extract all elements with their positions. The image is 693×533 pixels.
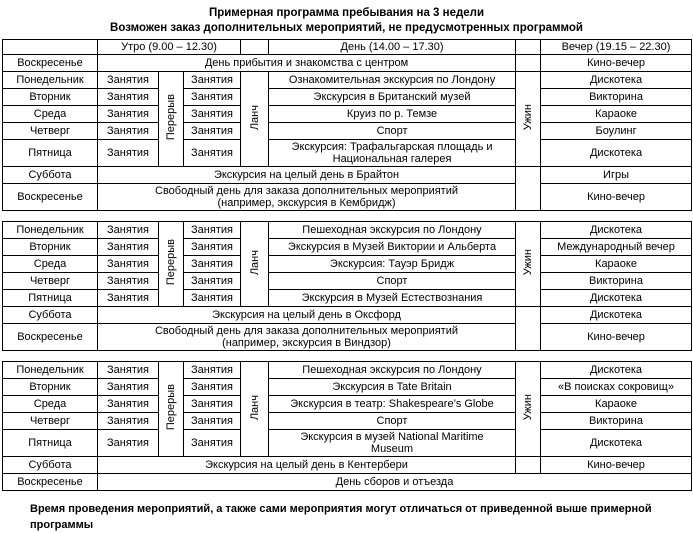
dinner-cell	[516, 72, 541, 167]
day-cell: Вторник	[3, 379, 98, 396]
evening-cell: Викторина	[541, 273, 692, 290]
table-row	[3, 55, 692, 72]
evening-cell: Дискотека	[541, 290, 692, 307]
activity-cell: Круиз по р. Темзе	[269, 106, 516, 123]
day-cell: Пятница	[3, 290, 98, 307]
lessons-cell: Занятия	[184, 123, 241, 140]
dinner-label: Ужин	[522, 394, 534, 421]
day-cell: Четверг	[3, 123, 98, 140]
evening-cell: Караоке	[541, 396, 692, 413]
evening-cell: Кино-вечер	[541, 184, 692, 211]
activity-cell: День сборов и отъезда	[98, 474, 692, 491]
lessons-cell: Занятия	[184, 222, 241, 239]
table-row	[3, 474, 692, 491]
evening-cell: Караоке	[541, 106, 692, 123]
dinner-cell	[516, 222, 541, 307]
disclaimer-note: Время проведения мероприятий, а также сами мероприятия могут отличаться от приведенной выше примерной программы	[30, 503, 652, 531]
activity-cell: День прибытия и знакомства с центром	[98, 55, 516, 72]
activity-cell: Экскурсия на целый день в Брайтон	[98, 167, 516, 184]
table-row	[3, 273, 692, 290]
lunch-cell	[241, 362, 269, 457]
day-cell: Среда	[3, 106, 98, 123]
lessons-cell: Занятия	[98, 72, 159, 89]
evening-cell: Кино-вечер	[541, 457, 692, 474]
activity-cell: Экскурсия на целый день в Оксфорд	[98, 307, 516, 324]
evening-cell: Дискотека	[541, 72, 692, 89]
activity-cell: Экскурсия в Tate Britain	[269, 379, 516, 396]
lunch-cell	[241, 72, 269, 167]
table-row	[3, 430, 692, 457]
table-row	[3, 256, 692, 273]
dinner-cell	[516, 362, 541, 457]
lessons-cell: Занятия	[184, 379, 241, 396]
table-row	[3, 167, 692, 184]
evening-cell: Викторина	[541, 413, 692, 430]
activity-cell: Ознакомительная экскурсия по Лондону	[269, 72, 516, 89]
header-morning: Утро (9.00 – 12.30)	[98, 40, 241, 55]
evening-cell: Международный вечер	[541, 239, 692, 256]
activity-cell: Пешеходная экскурсия по Лондону	[269, 222, 516, 239]
day-cell: Воскресенье	[3, 324, 98, 351]
evening-cell: Игры	[541, 167, 692, 184]
lessons-cell: Занятия	[98, 239, 159, 256]
table-row	[3, 89, 692, 106]
evening-cell: «В поисках сокровищ»	[541, 379, 692, 396]
lunch-cell	[241, 222, 269, 307]
break-label: Перерыв	[165, 94, 177, 141]
lunch-label: Ланч	[248, 104, 261, 131]
header-evening: Вечер (19.15 – 22.30)	[541, 40, 692, 55]
evening-cell: Викторина	[541, 89, 692, 106]
lessons-cell: Занятия	[98, 89, 159, 106]
lessons-cell: Занятия	[184, 256, 241, 273]
table-row	[3, 396, 692, 413]
evening-cell: Дискотека	[541, 307, 692, 324]
break-label: Перерыв	[165, 384, 177, 431]
lessons-cell: Занятия	[184, 290, 241, 307]
lessons-cell: Занятия	[98, 413, 159, 430]
week-2-table	[2, 221, 692, 351]
lessons-cell: Занятия	[184, 413, 241, 430]
activity-cell: Спорт	[269, 123, 516, 140]
table-row	[3, 140, 692, 167]
activity-cell: Экскурсия в театр: Shakespeare’s Globe	[269, 396, 516, 413]
dinner-col-spacer	[516, 167, 541, 211]
evening-cell: Боулинг	[541, 123, 692, 140]
lessons-cell: Занятия	[98, 362, 159, 379]
table-row	[3, 307, 692, 324]
day-cell: Суббота	[3, 167, 98, 184]
break-cell	[159, 362, 184, 457]
evening-cell: Дискотека	[541, 430, 692, 457]
table-row	[3, 413, 692, 430]
dinner-label: Ужин	[522, 249, 534, 276]
lessons-cell: Занятия	[98, 140, 159, 167]
break-cell	[159, 72, 184, 167]
table-row	[3, 123, 692, 140]
lessons-cell: Занятия	[98, 123, 159, 140]
lessons-cell: Занятия	[184, 140, 241, 167]
day-cell: Суббота	[3, 307, 98, 324]
table-row	[3, 457, 692, 474]
lessons-cell: Занятия	[184, 89, 241, 106]
table-row	[3, 362, 692, 379]
day-cell: Понедельник	[3, 222, 98, 239]
table-row	[3, 106, 692, 123]
lessons-cell: Занятия	[98, 379, 159, 396]
evening-cell: Караоке	[541, 256, 692, 273]
lessons-cell: Занятия	[184, 239, 241, 256]
evening-cell: Дискотека	[541, 140, 692, 167]
activity-cell: Свободный день для заказа дополнительных мероприятий (например, экскурсия в Виндзор)	[98, 324, 516, 351]
day-cell: Пятница	[3, 430, 98, 457]
week-1-table	[2, 39, 692, 211]
activity-cell: Свободный день для заказа дополнительных мероприятий (например, экскурсия в Кембридж)	[98, 184, 516, 211]
lessons-cell: Занятия	[184, 273, 241, 290]
activity-cell: Экскурсия: Трафальгарская площадь и Национальная галерея	[269, 140, 516, 167]
evening-cell: Кино-вечер	[541, 324, 692, 351]
day-cell: Воскресенье	[3, 184, 98, 211]
lunch-label: Ланч	[248, 249, 261, 276]
header-lunch-spacer	[241, 40, 269, 55]
break-label: Перерыв	[165, 239, 177, 286]
lessons-cell: Занятия	[98, 106, 159, 123]
header-dinner-spacer	[516, 40, 541, 55]
day-cell: Воскресенье	[3, 55, 98, 72]
lunch-label: Ланч	[248, 394, 261, 421]
activity-cell: Спорт	[269, 413, 516, 430]
activity-cell: Экскурсия: Тауэр Бридж	[269, 256, 516, 273]
lessons-cell: Занятия	[184, 106, 241, 123]
lessons-cell: Занятия	[184, 362, 241, 379]
header-day: День (14.00 – 17.30)	[269, 40, 516, 55]
day-cell: Четверг	[3, 273, 98, 290]
evening-cell: Дискотека	[541, 222, 692, 239]
table-row	[3, 379, 692, 396]
table-row	[3, 222, 692, 239]
activity-cell: Экскурсия в Музей Естествознания	[269, 290, 516, 307]
day-cell: Вторник	[3, 239, 98, 256]
activity-cell: Экскурсия в Музей Виктории и Альберта	[269, 239, 516, 256]
evening-cell: Дискотека	[541, 362, 692, 379]
lessons-cell: Занятия	[98, 396, 159, 413]
day-cell: Четверг	[3, 413, 98, 430]
lessons-cell: Занятия	[98, 256, 159, 273]
lessons-cell: Занятия	[98, 290, 159, 307]
table-row	[3, 290, 692, 307]
break-cell	[159, 222, 184, 307]
lessons-cell: Занятия	[184, 396, 241, 413]
corner-cell	[3, 40, 98, 55]
lessons-cell: Занятия	[98, 430, 159, 457]
evening-cell: Кино-вечер	[541, 55, 692, 72]
day-cell: Среда	[3, 256, 98, 273]
lessons-cell: Занятия	[98, 273, 159, 290]
day-cell: Среда	[3, 396, 98, 413]
day-cell: Суббота	[3, 457, 98, 474]
activity-cell: Экскурсия на целый день в Кентербери	[98, 457, 516, 474]
table-row	[3, 72, 692, 89]
dinner-col-spacer	[516, 457, 541, 474]
day-cell: Понедельник	[3, 362, 98, 379]
week-3-table	[2, 361, 692, 491]
table-row	[3, 184, 692, 211]
day-cell: Воскресенье	[3, 474, 98, 491]
header-row	[3, 40, 692, 55]
day-cell: Пятница	[3, 140, 98, 167]
lessons-cell: Занятия	[184, 72, 241, 89]
activity-cell: Спорт	[269, 273, 516, 290]
day-cell: Вторник	[3, 89, 98, 106]
page-title: Примерная программа пребывания на 3 недели	[208, 7, 485, 19]
activity-cell: Экскурсия в Британский музей	[269, 89, 516, 106]
dinner-label: Ужин	[522, 104, 535, 131]
activity-cell: Пешеходная экскурсия по Лондону	[269, 362, 516, 379]
dinner-col-spacer	[516, 307, 541, 351]
day-cell: Понедельник	[3, 72, 98, 89]
lessons-cell: Занятия	[184, 430, 241, 457]
dinner-col-spacer	[516, 55, 541, 72]
table-row	[3, 239, 692, 256]
page-subtitle: Возможен заказ дополнительных мероприятий, не предусмотренных программой	[110, 22, 583, 34]
lessons-cell: Занятия	[98, 222, 159, 239]
table-row	[3, 324, 692, 351]
activity-cell: Экскурсия в музей National Maritime Museum	[269, 430, 516, 457]
